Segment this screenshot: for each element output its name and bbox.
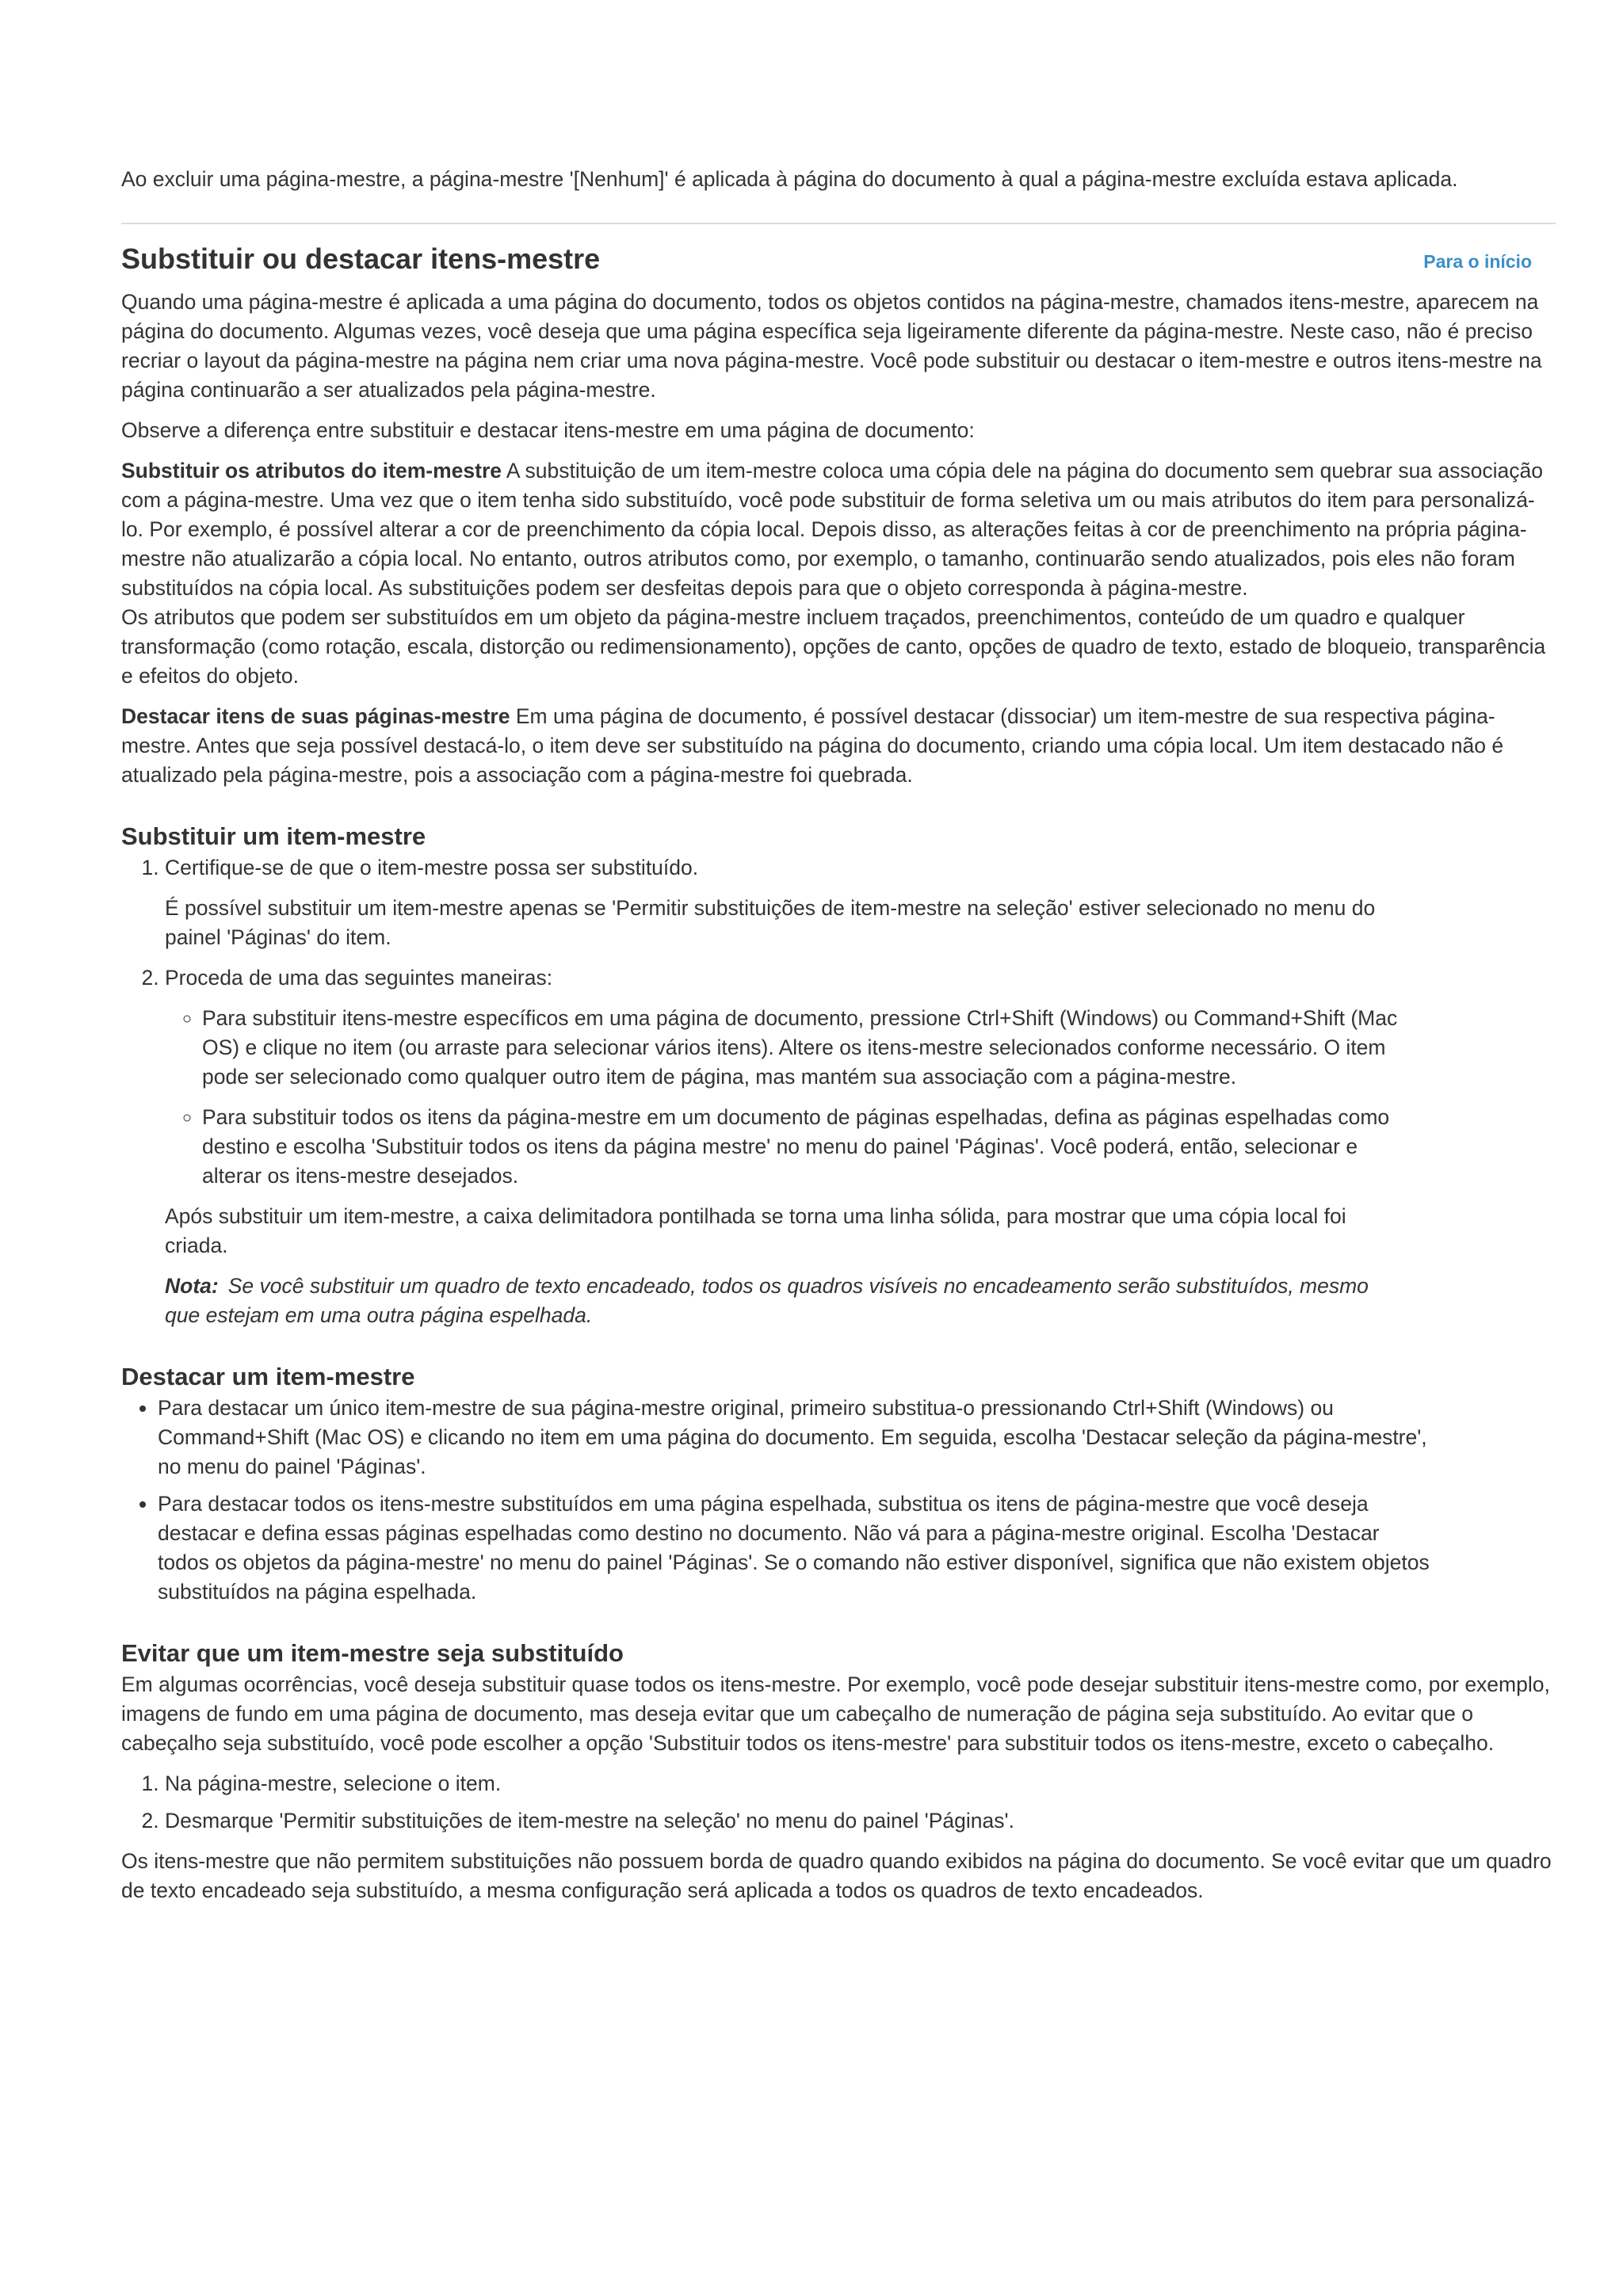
prevent-step-1: 1. Na página-mestre, selecione o item. [165,1769,1556,1798]
override-attributes-paragraph [121,456,1556,603]
override-attributes-label: Substituir os atributos do item-mestre [121,459,502,482]
detach-option-all: • Para destacar todos os itens-mestre substituídos em uma página espelhada, substitua os itens de página-mestre que você deseja destacar e defina essas páginas espelhadas como destino no documento. Não vá para a página-mestre original. Escolha 'Destacar todos os objetos da página-mestre' no menu do painel 'Páginas'. Se o comando não estiver disponível, significa que não existem objetos substituídos na página espelhada. [158,1489,1430,1607]
prevent-step-2: 2. Desmarque 'Permitir substituições de item-mestre na seleção' no menu do painel 'Páginas'. [165,1806,1556,1836]
override-note [165,1272,1401,1330]
detach-item-heading: Destacar um item-mestre [121,1363,415,1390]
override-option-all: ◦ Para substituir todos os itens da página-mestre em um documento de páginas espelhadas, defina as páginas espelhadas como destino e escolha 'Substituir todos os itens da página mestre' no menu do painel 'Páginas'. Você poderá, então, selecionar e alterar os itens-mestre desejados. [202,1103,1401,1191]
override-attributes-followup: Os atributos que podem ser substituídos em um objeto da página-mestre incluem traçados, preenchimentos, conteúdo de um quadro e qualquer transformação (como rotação, escala, distorção ou redimensionamento), opções de canto, opções de quadro de texto, estado de bloqueio, transparência e efeitos do objeto. [121,605,1546,688]
override-step-2-options [165,1004,1401,1191]
section-header [121,242,1556,277]
override-step-2 [165,963,1401,1330]
override-item-steps [121,853,1556,1330]
override-step-1-text: Certifique-se de que o item-mestre possa ser substituído. [165,856,699,879]
note-text: Se você substituir um quadro de texto encadeado, todos os quadros visíveis no encadeamento serão substituídos, mesmo que estejam em uma outra página espelhada. [165,1274,1369,1327]
document-page [121,165,1556,1917]
prevent-paragraph-1: Em algumas ocorrências, você deseja substituir quase todos os itens-mestre. Por exemplo, você pode desejar substituir itens-mestre como, por exemplo, imagens de fundo em uma página de documento, mas deseja evitar que um cabeçalho de numeração de página seja substituído. Ao evitar que o cabeçalho seja substituído, você pode escolher a opção 'Substituir todos os itens-mestre' para substituir todos os itens-mestre, exceto o cabeçalho. [121,1672,1550,1755]
detach-items-label: Destacar itens de suas páginas-mestre [121,704,510,728]
prevent-paragraph-2: Os itens-mestre que não permitem substituições não possuem borda de quadro quando exibidos na página do documento. Se você evitar que um quadro de texto encadeado seja substituído, a mesma configuração será aplicada a todos os quadros de texto encadeados. [121,1849,1552,1902]
detach-items-paragraph [121,702,1556,790]
override-step-1-detail: É possível substituir um item-mestre apenas se 'Permitir substituições de item-mestre na seleção' estiver selecionado no menu do painel 'Páginas' do item. [165,896,1376,949]
section-divider [121,223,1556,224]
detach-items-text: Em uma página de documento, é possível destacar (dissociar) um item-mestre de sua respectiva página-mestre. Antes que seja possível destacá-lo, o item deve ser substituído na página do documento, criando uma cópia local. Um item destacado não é atualizado pela página-mestre, pois a associação com a página-mestre foi quebrada. [121,704,1504,787]
override-option-specific: ◦ Para substituir itens-mestre específicos em uma página de documento, pressione Ctrl+Shift (Windows) ou Command+Shift (Mac OS) e clique no item (ou arraste para selecionar vários itens). Altere os itens-mestre selecionados conforme necessário. O item pode ser selecionado como qualquer outro item de página, mas mantém sua associação com a página-mestre. [202,1004,1401,1092]
section-paragraph-1: Quando uma página-mestre é aplicada a uma página do documento, todos os objetos contidos na página-mestre, chamados itens-mestre, aparecem na página do documento. Algumas vezes, você deseja que uma página específica seja ligeiramente diferente da página-mestre. Neste caso, não é preciso recriar o layout da página-mestre na página nem criar uma nova página-mestre. Você pode substituir ou destacar o item-mestre e outros itens-mestre na página continuarão a ser atualizados pela página-mestre. [121,290,1542,402]
detach-item-list [121,1394,1430,1607]
section-title: Substituir ou destacar itens-mestre [121,242,601,275]
note-label: Nota: [165,1274,219,1298]
override-item-heading: Substituir um item-mestre [121,822,426,850]
detach-option-single: • Para destacar um único item-mestre de sua página-mestre original, primeiro substitua-o pressionando Ctrl+Shift (Windows) ou Command+Shift (Mac OS) e clicando no item em uma página do documento. Em seguida, escolha 'Destacar seleção da página-mestre', no menu do painel 'Páginas'. [158,1394,1430,1482]
override-step-1 [165,853,1401,952]
intro-paragraph: Ao excluir uma página-mestre, a página-mestre '[Nenhum]' é aplicada à página do documento à qual a página-mestre excluída estava aplicada. [121,167,1458,191]
prevent-steps [121,1769,1556,1836]
prevent-override-heading: Evitar que um item-mestre seja substituído [121,1639,624,1667]
override-step-2-text: Proceda de uma das seguintes maneiras: [165,966,553,990]
section-paragraph-2: Observe a diferença entre substituir e destacar itens-mestre em uma página de documento: [121,418,975,442]
override-attributes-text: A substituição de um item-mestre coloca uma cópia dele na página do documento sem quebrar sua associação com a página-mestre. Uma vez que o item tenha sido substituído, você pode substituir de forma seletiva um ou mais atributos do item para personalizá-lo. Por exemplo, é possível alterar a cor de preenchimento da cópia local. Depois disso, as alterações feitas à cor de preenchimento na própria página-mestre não atualizarão a cópia local. No entanto, outros atributos como, por exemplo, o tamanho, continuarão sendo atualizados, pois eles não foram substituídos na cópia local. As substituições podem ser desfeitas depois para que o objeto corresponda à página-mestre. [121,459,1543,600]
back-to-top-link[interactable]: Para o início [1423,251,1532,272]
override-after-text: Após substituir um item-mestre, a caixa delimitadora pontilhada se torna uma linha sólida, para mostrar que uma cópia local foi criada. [165,1204,1346,1257]
